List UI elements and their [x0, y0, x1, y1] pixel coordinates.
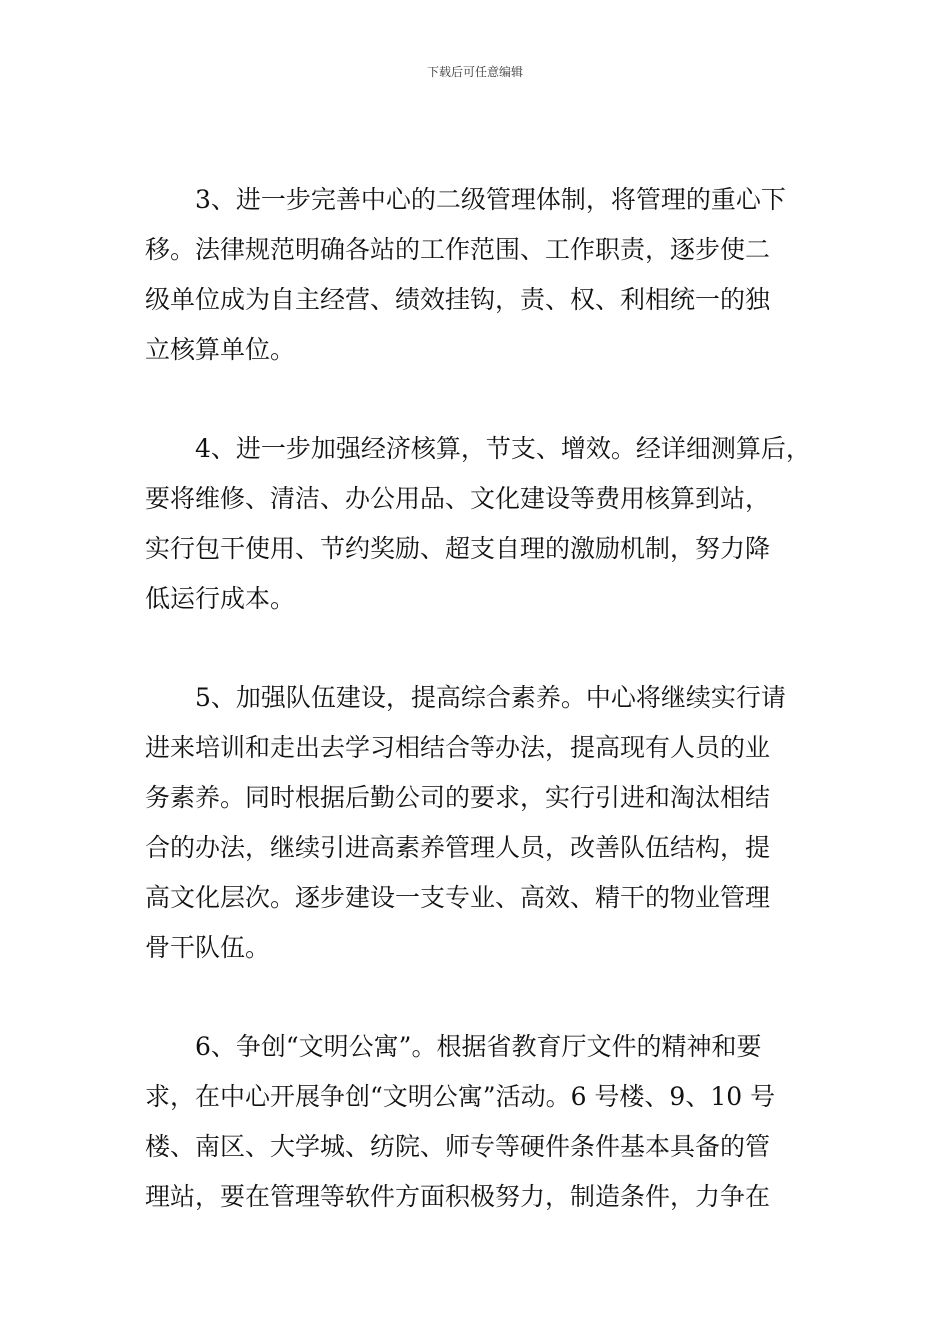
paragraph-line: 3、进一步完善中心的二级管理体制，将管理的重心下 — [195, 185, 786, 214]
paragraph-line: 5、加强队伍建设，提高综合素养。中心将继续实行请 — [195, 683, 786, 712]
paragraph-line: 立核算单位。 — [145, 335, 296, 364]
paragraph-line: 要将维修、清洁、办公用品、文化建设等费用核算到站， — [145, 484, 771, 513]
paragraph-item-4 — [145, 424, 811, 624]
paragraph-line: 高文化层次。逐步建设一支专业、高效、精干的物业管理 — [145, 883, 771, 912]
paragraph-line: 移。法律规范明确各站的工作范围、工作职责，逐步使二 — [145, 235, 771, 264]
paragraph-line: 骨干队伍。 — [145, 933, 271, 962]
page-header: 下载后可任意编辑 — [426, 65, 523, 79]
paragraph-item-3 — [145, 175, 786, 375]
paragraph-line: 级单位成为自主经营、绩效挂钩，责、权、利相统一的独 — [145, 285, 771, 314]
paragraph-line: 低运行成本。 — [145, 584, 296, 613]
paragraph-line: 求，在中心开展争创“文明公寓”活动。6 号楼、9、10 号 — [145, 1082, 776, 1111]
paragraph-line: 合的办法，继续引进高素养管理人员，改善队伍结构，提 — [145, 833, 771, 862]
paragraph-item-6 — [145, 1022, 775, 1222]
paragraph-line: 实行包干使用、节约奖励、超支自理的激励机制，努力降 — [145, 534, 771, 563]
paragraph-line: 4、进一步加强经济核算，节支、增效。经详细测算后， — [195, 434, 811, 463]
paragraph-line: 理站，要在管理等软件方面积极努力，制造条件，力争在 — [145, 1182, 771, 1211]
paragraph-item-5 — [145, 673, 786, 973]
paragraph-line: 进来培训和走出去学习相结合等办法，提高现有人员的业 — [145, 733, 771, 762]
paragraph-line: 6、争创“文明公寓”。根据省教育厅文件的精神和要 — [195, 1032, 762, 1061]
paragraph-line: 楼、南区、大学城、纺院、师专等硬件条件基本具备的管 — [145, 1132, 771, 1161]
paragraph-line: 务素养。同时根据后勤公司的要求，实行引进和淘汰相结 — [145, 783, 771, 812]
